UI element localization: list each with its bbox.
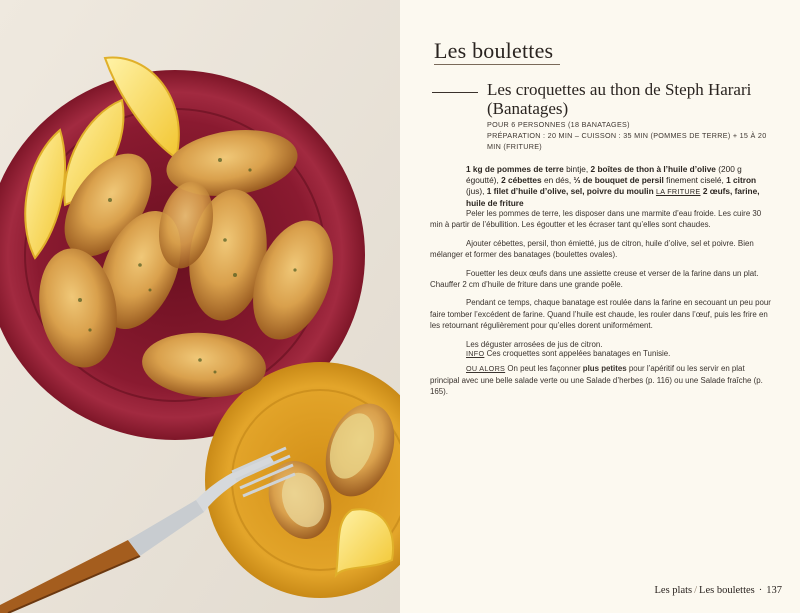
footer-dot: · [758,585,763,596]
ingredient-lemon: 1 citron [726,175,757,186]
alternative-bold: plus petites [582,364,627,374]
ingredients-list [466,164,766,209]
footer-chapter: Les plats [654,585,693,596]
alternative-text-2: pour l’apéritif ou les servir en plat principal avec une belle salade verte ou une Salade d’herbes (p. 116) ou une Salade fraîche (p. 165). [430,364,763,397]
recipe-page [400,0,800,613]
ingredient-tuna: 2 boîtes de thon à l’huile d’olive [590,164,716,174]
ingredient-cebettes: 2 cébettes [501,175,542,186]
ingredient-note: (jus), [466,186,487,197]
alternative-label: OU ALORS [466,364,506,374]
info-text: Ces croquettes sont appelées banatages en Tunisie. [484,349,671,358]
ingredient-parsley: ⅓ de bouquet de persil [573,175,664,186]
page-footer [655,585,783,596]
recipe-servings: POUR 6 PERSONNES (18 BANATAGES) [487,120,630,129]
step-2: Ajouter cébettes, persil, thon émietté, jus de citron, huile d’olive, sel et poivre. Bien mélanger et former des banatages (boulettes ovales). [430,238,754,260]
section-divider [434,64,560,65]
alternative-note [430,363,772,397]
recipe-notes [430,348,772,402]
alternative-text-1: On peut les façonner [505,364,583,374]
ingredient-oil-seasoning: 1 filet d’huile d’olive, sel, poivre du moulin [486,186,654,197]
ingredient-note: bintje, [563,164,591,174]
page-number: 137 [766,585,782,596]
recipe-title: Les croquettes au thon de Steph Harari (Banatages) [487,80,752,118]
step-5: Les déguster arrosées de jus de citron. [466,339,603,349]
ingredient-potatoes: 1 kg de pommes de terre [466,164,564,174]
ingredient-frying: 2 œufs, farine, huile de friture [466,186,760,208]
info-note [430,348,772,359]
step-1: Peler les pommes de terre, les disposer dans une marmite d’eau froide. Les cuire 30 min à partir de l’ébullition. Les égoutter et les écraser tant qu’elles sont chaudes. [430,209,762,230]
recipe-steps [430,208,772,357]
footer-section: Les boulettes [699,585,755,596]
info-label: INFO [466,349,485,358]
section-title: Les boulettes [434,38,554,63]
ingredient-note: (200 g égoutté), [466,164,742,186]
recipe-title-rule [432,92,478,93]
footer-separator: / [694,585,698,596]
friture-section-ref: LA FRITURE [655,187,701,197]
step-3: Fouetter les deux œufs dans une assiette creuse et verser de la farine dans un plat. Chauffer 2 cm d’huile de friture dans une grande poêle. [430,268,759,290]
ingredient-note: finement ciselé, [663,175,727,186]
step-4: Pendant ce temps, chaque banatage est roulée dans la farine en secouant un peu pour faire tomber l’excédent de farine. Quand l’huile est chaude, les rouler dans l’œuf, puis les frire en les retournant régulièrement pour qu’elles dorent uniformément. [430,298,771,331]
ingredient-note: en dés, [541,175,574,186]
recipe-timing: PRÉPARATION : 20 MIN – CUISSON : 35 MIN (POMMES DE TERRE) + 15 À 20 MIN (FRITURE) [487,131,767,151]
